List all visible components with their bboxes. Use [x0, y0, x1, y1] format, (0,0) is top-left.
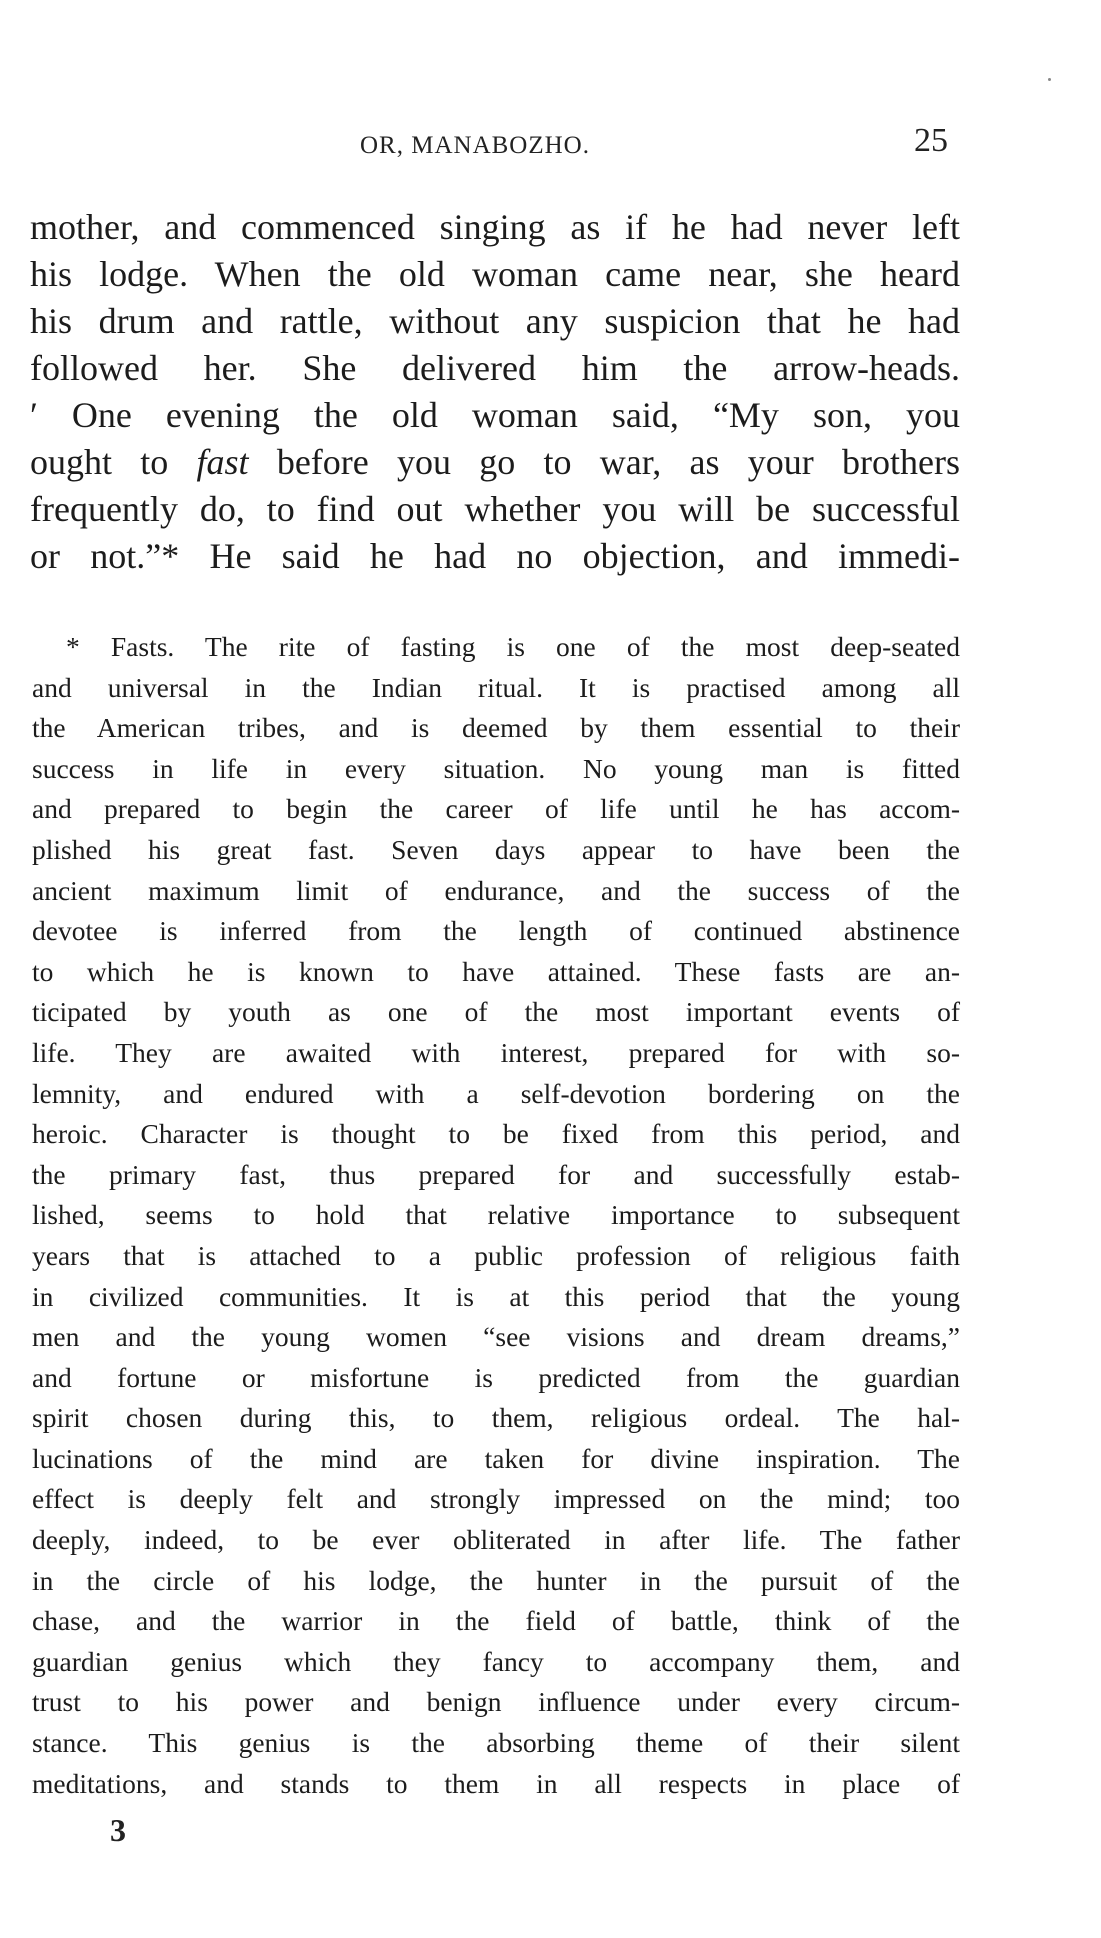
- footnote-line: chase, and the warrior in the field of battle, think of the: [32, 1605, 960, 1637]
- footnote-line: ticipated by youth as one of the most important events of: [32, 996, 960, 1028]
- main-text-line: followed her. She delivered him the arrow-heads.: [30, 348, 960, 388]
- main-text-line: mother, and commenced singing as if he had never left: [30, 207, 960, 247]
- footnote-line: and fortune or misfortune is predicted from the guardian: [32, 1361, 960, 1393]
- line-end: before you go to war, as your brothers: [276, 442, 961, 482]
- footnote-line: * Fasts. The rite of fasting is one of the most deep-seated: [66, 631, 960, 662]
- footnote-line: life. They are awaited with interest, prepared for with so-: [32, 1036, 960, 1068]
- footnote-line: ancient maximum limit of endurance, and the success of the: [32, 874, 960, 906]
- footnote-line: meditations, and stands to them in all respects in place of: [32, 1767, 960, 1799]
- footnote-line: to which he is known to have attained. These fasts are an-: [32, 955, 960, 987]
- footnote-block: [32, 627, 960, 1804]
- main-text-line: or not.”* He said he had no objection, and immedi-: [30, 536, 960, 576]
- footnote-line: the American tribes, and is deemed by them essential to their: [32, 712, 960, 744]
- footnote-line: and universal in the Indian ritual. It is practised among all: [32, 671, 960, 703]
- footnote-line: heroic. Character is thought to be fixed from this period, and: [32, 1118, 960, 1150]
- footnote-line: the primary fast, thus prepared for and successfully estab-: [32, 1158, 960, 1190]
- margin-speck: [1048, 78, 1051, 81]
- footnote-line: devotee is inferred from the length of continued abstinence: [32, 915, 960, 947]
- footnote-line: guardian genius which they fancy to accompany them, and: [32, 1645, 960, 1677]
- footnote-line: lucinations of the mind are taken for divine inspiration. The: [32, 1442, 960, 1474]
- footnote-line: lemnity, and endured with a self-devotion bordering on the: [32, 1077, 960, 1109]
- footnote-line: effect is deeply felt and strongly impressed on the mind; too: [32, 1483, 960, 1515]
- footnote-line: success in life in every situation. No young man is fitted: [32, 752, 960, 784]
- page-number: 25: [914, 122, 948, 159]
- main-text-line: ′ One evening the old woman said, “My son, you: [30, 395, 960, 435]
- footnote-line: deeply, indeed, to be ever obliterated in after life. The father: [32, 1524, 960, 1556]
- main-text-line: his drum and rattle, without any suspicion that he had: [30, 301, 960, 341]
- footnote-line: men and the young women “see visions and dream dreams,”: [32, 1321, 960, 1353]
- footnote-line: years that is attached to a public profession of religious faith: [32, 1239, 960, 1271]
- main-text-block: [30, 204, 960, 580]
- footnote-line: spirit chosen during this, to them, religious ordeal. The hal-: [32, 1402, 960, 1434]
- footnote-line: lished, seems to hold that relative importance to subsequent: [32, 1199, 960, 1231]
- footnote-line: in civilized communities. It is at this period that the young: [32, 1280, 960, 1312]
- main-text-line: his lodge. When the old woman came near, she heard: [30, 254, 960, 294]
- line-start: ought to: [30, 442, 169, 482]
- running-title: OR, MANABOZHO.: [360, 132, 590, 159]
- emphasized-word: fast: [196, 442, 249, 482]
- footnote-line: in the circle of his lodge, the hunter in the pursuit of the: [32, 1564, 960, 1596]
- footnote-line: plished his great fast. Seven days appear to have been the: [32, 833, 960, 865]
- main-text-line-with-emphasis: [30, 439, 960, 486]
- main-text-line: frequently do, to find out whether you will be successful: [30, 489, 960, 529]
- signature-mark: 3: [110, 1812, 126, 1848]
- footnote-line: trust to his power and benign influence under every circum-: [32, 1686, 960, 1718]
- footnote-line: stance. This genius is the absorbing theme of their silent: [32, 1727, 960, 1759]
- footnote-line: and prepared to begin the career of life until he has accom-: [32, 793, 960, 825]
